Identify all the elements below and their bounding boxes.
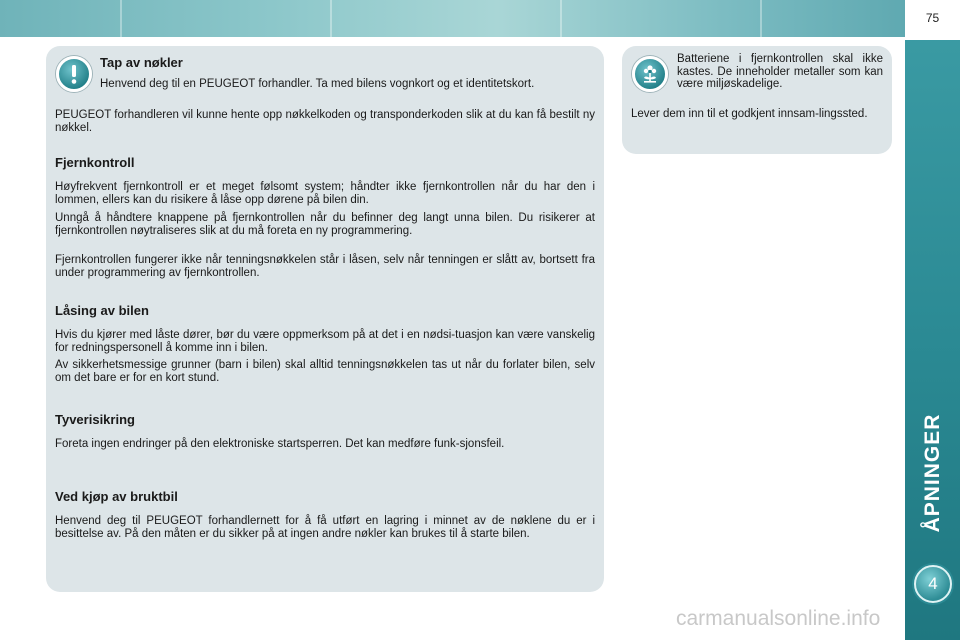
exclamation-icon [56,56,92,92]
heading-lasing-av-bilen: Låsing av bilen [55,303,149,318]
watermark: carmanualsonline.info [676,607,881,630]
chapter-side-band [905,40,960,640]
chapter-number-badge: 4 [914,565,952,603]
chapter-title-text: ÅPNINGER [920,413,944,532]
tap-av-nokler-paragraph-1: Henvend deg til en PEUGEOT forhandler. Ta med bilens vognkort og et identitetskort. [100,78,535,90]
environment-paragraph-1: Batteriene i fjernkontrollen skal ikke kastes. De inneholder metaller som kan være miljøskadelige. [677,53,883,91]
heading-tap-av-nokler: Tap av nøkler [100,55,183,70]
fjernkontroll-paragraph-1: Høyfrekvent fjernkontroll er et meget følsomt system; håndter ikke fjernkontrollen når du har den i lommen, ellers kan du risikere å låse opp dørene på bilen din. [55,181,595,206]
fjernkontroll-paragraph-2: Unngå å håndtere knappene på fjernkontrollen når du befinner deg langt unna bilen. Du risikerer at fjernkontrollen nøytraliseres slik at du må foreta en ny programmering. [55,212,595,237]
heading-tyverisikring: Tyverisikring [55,412,135,427]
chapter-title [905,395,960,550]
flower-environment-icon [632,56,668,92]
fjernkontroll-paragraph-3: Fjernkontrollen fungerer ikke når tenningsnøkkelen står i låsen, selv når tenningen er slått av, bortsett fra under programmering av fjernkontrollen. [55,254,595,279]
environment-paragraph-2: Lever dem inn til et godkjent innsam-lingssted. [631,108,868,120]
heading-ved-kjop-av-bruktbil: Ved kjøp av bruktbil [55,489,178,504]
main-info-box [46,46,604,592]
environment-info-box [622,46,892,154]
tyverisikring-paragraph-1: Foreta ingen endringer på den elektroniske startsperren. Det kan medføre funk-sjonsfeil. [55,438,505,450]
tap-av-nokler-paragraph-2: PEUGEOT forhandleren vil kunne hente opp nøkkelkoden og transponderkoden slik at du kan få bestilt ny nøkkel. [55,109,595,134]
heading-fjernkontroll: Fjernkontroll [55,155,135,170]
lasing-paragraph-2: Av sikkerhetsmessige grunner (barn i bilen) skal alltid tenningsnøkkelen tas ut når du forlater bilen, selv om det bare er for en kort stund. [55,359,595,384]
bruktbil-paragraph-1: Henvend deg til PEUGEOT forhandlernett for å få utført en lagring i minnet av de nøklene du er i besittelse av. På den måten er du sikker på at ingen andre nøkler kan brukes til å starte bilen. [55,515,595,540]
header-band [0,0,905,37]
lasing-paragraph-1: Hvis du kjører med låste dører, bør du være oppmerksom på at det i en nødsi-tuasjon kan være vanskelig for redningspersonell å komme inn i bilen. [55,329,595,354]
page-number: 75 [925,11,940,25]
